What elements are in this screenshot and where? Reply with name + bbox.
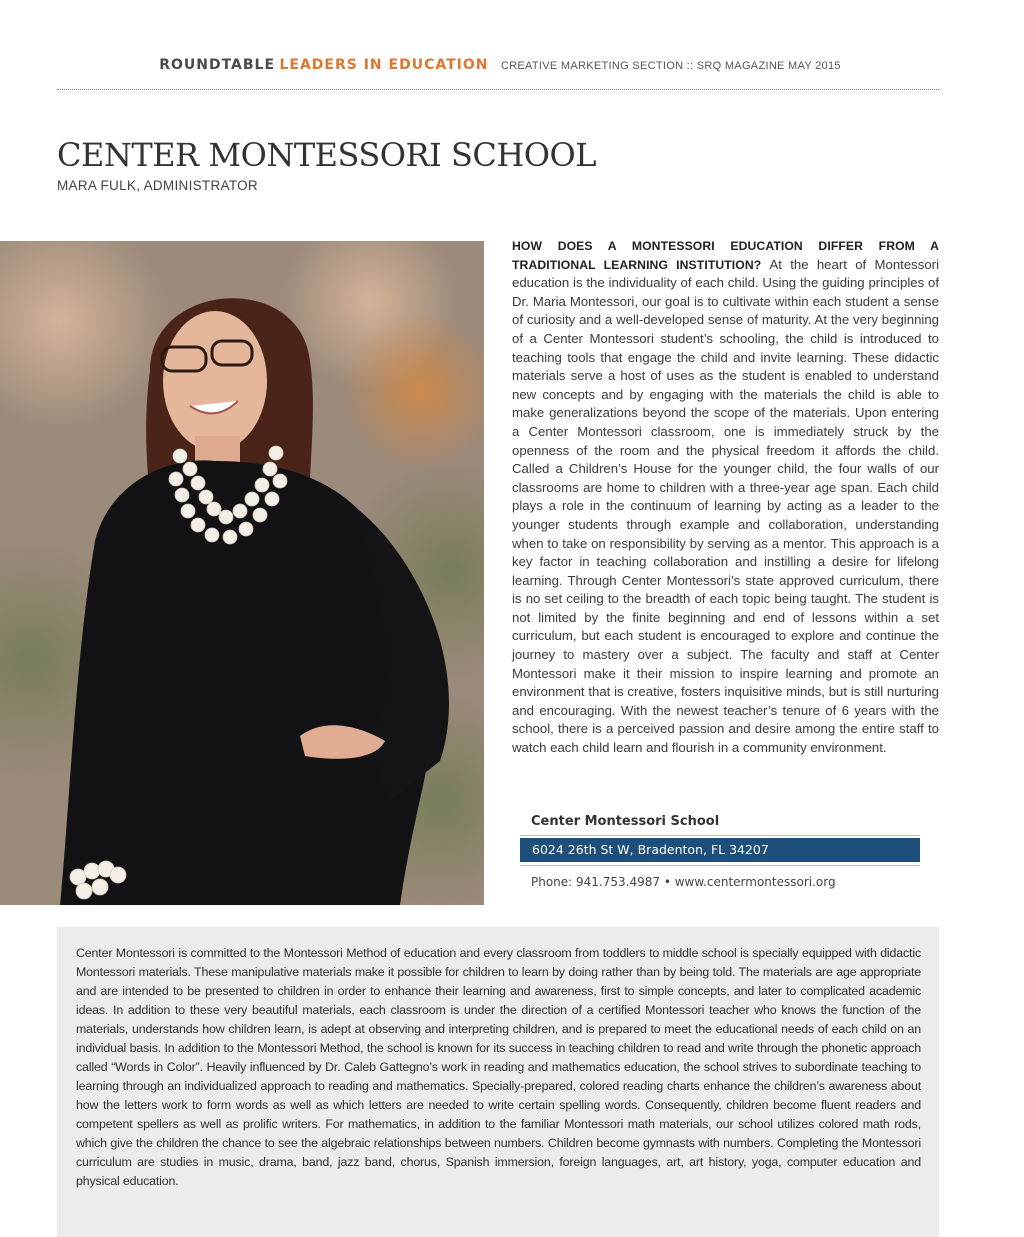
interview-question: HOW DOES A MONTESSORI EDUCATION DIFFER FROM A TRADITIONAL LEARNING INSTITUTION? xyxy=(512,239,939,272)
portrait-photo xyxy=(0,241,484,905)
header-roundtable: ROUNDTABLE xyxy=(159,57,276,73)
header-divider xyxy=(57,89,939,90)
page-title: CENTER MONTESSORI SCHOOL xyxy=(57,136,596,174)
magazine-header xyxy=(0,56,1000,74)
header-leaders: LEADERS IN EDUCATION xyxy=(279,57,489,73)
contact-school-name: Center Montessori School xyxy=(531,814,720,829)
header-meta: CREATIVE MARKETING SECTION :: SRQ MAGAZINE MAY 2015 xyxy=(500,60,841,72)
contact-divider xyxy=(520,835,920,836)
sidebar-text: Center Montessori is committed to the Montessori Method of education and every classroom from toddlers to middle school is specially equipped with didactic Montessori materials. These manipulative materials make it possible for children to learn by doing rather than by being told. The materials are age appropriate and are intended to be presented to children in order to enhance their learning and awareness, first to simple concepts, and later to complicated academic ideas. In addition to these very beautiful materials, each classroom is under the direction of a certified Montessori teacher who knows the function of the materials, understands how children learn, is adept at observing and interpreting children, and is prepared to meet the educational needs of each child on an individual basis. In addition to the Montessori Method, the school is known for its success in teaching children to read and write through the phonetic approach called “Words in Color”. Heavily influenced by Dr. Caleb Gattegno’s work in reading and mathematics education, the school strives to subordinate teaching to learning through an individualized approach to reading and mathematics. Specially-prepared, colored reading charts enhance the children’s awareness about how the letters work to form words as well as which letters are needed to write certain spelling words. Consequently, children become fluent readers and competent spellers as well as prolific writers. For mathematics, in addition to the familiar Montessori math materials, our school utilizes colored math rods, which give the children the chance to see the algebraic relationships between numbers. Children become gymnasts with numbers. Completing the Montessori curriculum are studies in music, drama, band, jazz band, chorus, Spanish immersion, foreign languages, art, art history, yoga, computer education and physical education. xyxy=(76,946,921,1188)
page-subtitle: MARA FULK, ADMINISTRATOR xyxy=(57,178,258,193)
interview-answer xyxy=(512,237,939,758)
contact-card xyxy=(520,812,920,889)
interview-answer-text: At the heart of Montessori education is the individuality of each child. Using the guiding principles of Dr. Maria Montessori, our goal is to cultivate within each student a sense of curiosity and a well-developed sense of maturity. At the very beginning of a Center Montessori student’s schooling, the child is introduced to teaching tools that engage the child and invite learning. These didactic materials serve a host of uses as the student is enabled to understand new concepts and by engaging with the materials the child is able to make generalizations beyond the scope of the materials. Upon entering a Center Montessori classroom, one is immediately struck by the openness of the room and the physical freedom it affords the child. Called a Children’s House for the younger child, the four walls of our classrooms are home to children with a three-year age span. Each child plays a role in the continuum of learning by acting as a leader to the younger students through example and collaboration, understanding when to take on responsibility by serving as a mentor. This approach is a key factor in teaching collaboration and instilling a desire for lifelong learning. Through Center Montessori’s state approved curriculum, there is no set ceiling to the breadth of each topic being taught. The student is not limited by the finite beginning and end of lessons within a set curriculum, but each student is encouraged to explore and continue the journey to mastery over a subject. The faculty and staff at Center Montessori make it their mission to inspire learning and promote an environment that is creative, fosters inquisitive minds, but is still nurturing and encouraging. With the newest teacher’s tenure of 6 years with the school, there is a perceived passion and desire among the entire staff to watch each child learn and flourish in a community environment. xyxy=(512,256,940,756)
contact-address: 6024 26th St W, Bradenton, FL 34207 xyxy=(520,838,920,862)
contact-phone-website: Phone: 941.753.4987 • www.centermontessori.org xyxy=(531,875,836,889)
